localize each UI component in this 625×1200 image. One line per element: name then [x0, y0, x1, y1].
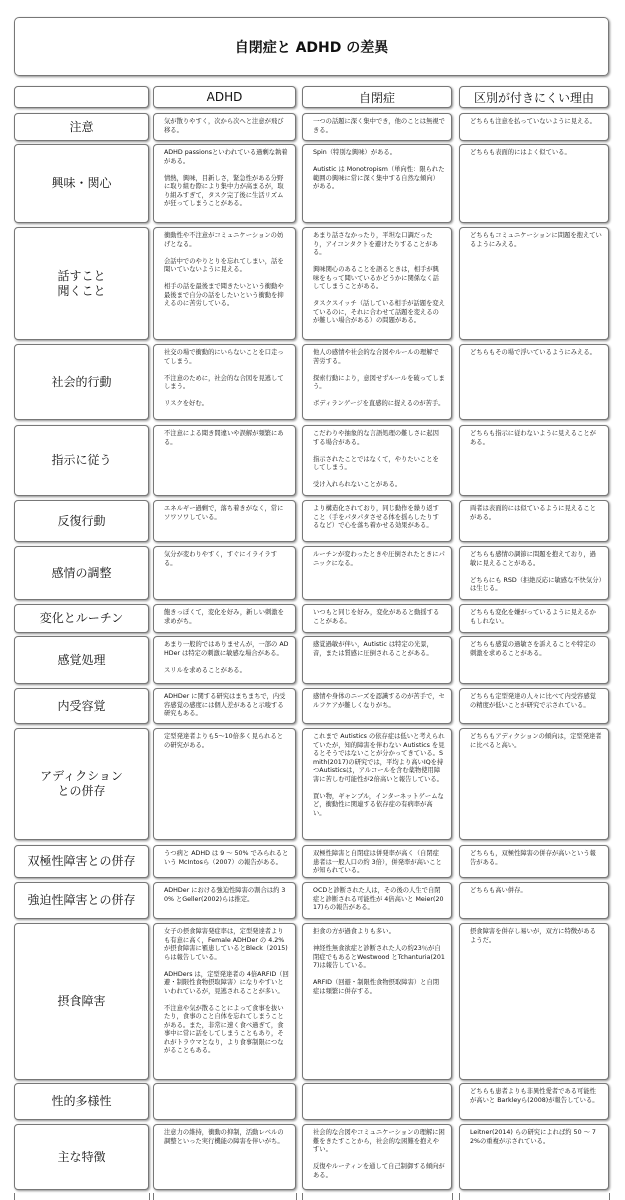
adhd-cell: ADHDer における強迫性障害の割合は約 30% とGeller(2002)らは推定。	[153, 882, 296, 919]
reason-cell: どちらも，双極性障害の併存が高いという報告がある。	[459, 845, 609, 878]
autism-cell: より構造化されており，同じ動作を繰り返すこと（手をパタパタさせる体を揺らしたりするなど）で心を落ち着かせる効果がある。	[302, 500, 452, 542]
adhd-cell: 不注意による聞き間違いや誤解が頻繁にある。	[153, 425, 296, 496]
reason-cell: どちらもアディクションの傾向は，定型発達者に比べると高い。	[459, 728, 609, 840]
page-title: 自閉症と ADHD の差異	[14, 17, 609, 76]
autism-cell	[302, 1083, 452, 1120]
row-label: 性的多様性	[14, 1083, 149, 1120]
header-reason: 区別が付きにくい理由	[459, 86, 609, 108]
autism-cell: 拒食の方が過食よりも多い。 神経性無食欲症と診断された人の約23％が自閉症でもあるとWestwood とTchanturia(2017)は報告している。 ARFID（回避・制限性食物摂取障害）と自閉症は頻繁に併存する。	[302, 923, 452, 1080]
adhd-cell: 社交の場で衝動的にいらないことを口走ってしまう。 不注意のために，社会的な合図を見逃してしまう。 リスクを好む。	[153, 344, 296, 420]
reason-cell: 両者は表面的には似ているように見えることがある。	[459, 500, 609, 542]
adhd-cell: あまり一般的ではありませんが，一部の ADHDer は特定の刺激に敏感な場合がある。 スリルを求めることがある。	[153, 636, 296, 684]
adhd-cell	[153, 1083, 296, 1120]
row-label: 強迫性障害との併存	[14, 882, 149, 919]
adhd-cell: 注意力の維持，衝動の抑制，活動レベルの調整といった実行機能の障害を伴いがち。	[153, 1124, 296, 1190]
autism-cell: 社会的な合図やコミュニケーションの理解に困難をきたすことから，社会的な困難を抱えやすい。 反復やルーティンを通して自己制御する傾向がある。	[302, 1124, 452, 1190]
row-label: 話すこと 聞くこと	[14, 227, 149, 340]
adhd-cell: ADHDer に関する研究はまちまちで，内受容感覚の感度には個人差があると示唆する研究もある。	[153, 688, 296, 724]
reason-cell: どちらも感情の調節に問題を抱えており，過敏に見えることがある。 どちらにも RSD（拒絶反応に敏感な不快気分）は生じる。	[459, 546, 609, 600]
reason-cell: Leitner(2014) らの研究によれば約 50 〜 72%の重複が示されている。	[459, 1124, 609, 1190]
adhd-cell: 衝動性や不注意がコミュニケーションの妨げとなる。 会話中でのやりとりを忘れてしまい，話を聞いていないように見える。 相手の話を最後まで聞きたいという衝動や最後まで自分の話をしたいという衝動を抑えるのに苦労している。	[153, 227, 296, 340]
row-label: 社会的行動	[14, 344, 149, 420]
reason-cell: どちらも高い併存。	[459, 882, 609, 919]
autism-cell: 感覚過敏が伴い，Autistic は特定の光景，音，または質感に圧倒されることがある。	[302, 636, 452, 684]
adhd-cell: 飽きっぽくて，変化を好み，新しい刺激を求めがち。	[153, 604, 296, 633]
reason-cell: どちらも感覚の過敏さを訴えることや特定の刺激を求めることがある。	[459, 636, 609, 684]
row-label: 興味・関心	[14, 144, 149, 223]
autism-cell: OCDと診断された人は，その後の人生で自閉症と診断される可能性が 4倍高いと Meier(2017)らの報告がある。	[302, 882, 452, 919]
reason-cell: どちらもコミュニケーションに問題を抱えているようにみえる。	[459, 227, 609, 340]
row-label: 指示に従う	[14, 425, 149, 496]
autism-cell: 感情や身体のニーズを認識するのが苦手で，セルフケアが難しくなりがち。	[302, 688, 452, 724]
reason-cell: どちらも定型発達の人々に比べて内受容感覚の精度が低いことが研究で示されている。	[459, 688, 609, 724]
header-autism: 自閉症	[302, 86, 452, 108]
reason-cell: どちらもその場で浮いているようにみえる。	[459, 344, 609, 420]
row-label: 反復行動	[14, 500, 149, 542]
autism-cell: あまり話さなかったり，平坦な口調だったり，アイコンタクトを避けたりすることがある。 興味関心のあることを語るときは，相手が興味をもって聞いているかどうかに関係なく話してしまうことがある。 タスクスイッチ（話している相手が話題を変えているのに，それに合わせて話題を変えるのが難しい場合がある）の問題がある。	[302, 227, 452, 340]
row-label: アディクション との併存	[14, 728, 149, 840]
adhd-cell: 気が散りやすく，次から次へと注意が飛び移る。	[153, 113, 296, 141]
adhd-cell: エネルギー過剰で，落ち着きがなく，常にソワソワしている。	[153, 500, 296, 542]
bottom-edge-marks	[0, 1193, 625, 1200]
reason-cell: 摂食障害を併存し易いが，双方に特徴があるようだ。	[459, 923, 609, 1080]
autism-cell: Spin（特別な興味）がある。 Autistic は Monotropism（単向性：限られた範囲の興味に常に深く集中する自然な傾向）がある。	[302, 144, 452, 223]
autism-cell: いつもと同じを好み，変化があると動揺することがある。	[302, 604, 452, 633]
autism-cell: 他人の感情や社会的な合図やルールの理解で苦労する。 探索行動により，意図せずルールを破ってしまう。 ボディランゲージを直感的に捉えるのが苦手。	[302, 344, 452, 420]
row-label: 主な特徴	[14, 1124, 149, 1190]
row-label: 感覚処理	[14, 636, 149, 684]
header-corner	[14, 86, 149, 108]
row-label: 双極性障害との併存	[14, 845, 149, 878]
adhd-cell: 女子の摂食障害発症率は，定型発達者よりも有意に高く，Female ADHDer の 4.2%が摂食障害に罹患しているとBleck（2015)らは報告している。 ADHDers は，定型発達者の 4倍ARFID（回避・制限性食物摂取障害）になりやすいといわれているが，見逃されることが多い。 不注意や気が散ることによって食事を抜いたり，食事のこと自体を忘れてしまうことがある。また，非常に速く食べ過ぎて，食事中に常に話をしてしまうこともあり，それがトラウマとなり，より食事制限につながることもある。	[153, 923, 296, 1080]
header-adhd: ADHD	[153, 86, 296, 108]
reason-cell: どちらも変化を嫌がっているように見えるかもしれない。	[459, 604, 609, 633]
autism-cell: こだわりや抽象的な言語処理の難しさに起因する場合がある。 指示されたことではなくて，やりたいことをしてしまう。 受け入れられないことがある。	[302, 425, 452, 496]
row-label: 内受容覚	[14, 688, 149, 724]
reason-cell: どちらも注意を払っていないように見える。	[459, 113, 609, 141]
adhd-cell: 気分が変わりやすく，すぐにイライラする。	[153, 546, 296, 600]
autism-cell: これまで Autistics の依存症は低いと考えられていたが，知的障害を伴わない Autistics を見るとそうではないことが分かってきている。Smith(2017)の研究では，平均より高いIQを持つAutisticsは，アルコールを含む薬物使用障害に苦しむ可能性が2倍高いと報告している。 買い物，ギャンブル，インターネットゲームなど，衝動性に関連する依存症の有病率が高い。	[302, 728, 452, 840]
row-label: 注意	[14, 113, 149, 141]
autism-cell: ルーチンが変わったときや圧倒されたときにパニックになる。	[302, 546, 452, 600]
row-label: 感情の調整	[14, 546, 149, 600]
row-label: 変化とルーチン	[14, 604, 149, 633]
reason-cell: どちらも表面的にはよく似ている。	[459, 144, 609, 223]
adhd-cell: ADHD passionsといわれている過剰な執着がある。 情熱，興味，目新しさ，緊急性がある分野に取り組む際により集中力が高まるが，取り組みすぎて，タスク完了後に生活リズムが狂ってしまうことがある。	[153, 144, 296, 223]
adhd-cell: 定型発達者よりも5〜10倍多く見られるとの研究がある。	[153, 728, 296, 840]
row-label: 摂食障害	[14, 923, 149, 1080]
adhd-cell: うつ病と ADHD は 9 〜 50% でみられるという McIntosら（2007）の報告がある。	[153, 845, 296, 878]
autism-cell: 一つの話題に深く集中でき，他のことは無視できる。	[302, 113, 452, 141]
reason-cell: どちらも患者よりも非異性愛者である可能性が高いと Barkleyら(2008)が報告している。	[459, 1083, 609, 1120]
autism-cell: 双極性障害と自閉症は併発率が高く（自閉症患者は一般人口の約 3倍），併発率が高いことが知られている。	[302, 845, 452, 878]
reason-cell: どちらも指示に従わないように見えることがある。	[459, 425, 609, 496]
